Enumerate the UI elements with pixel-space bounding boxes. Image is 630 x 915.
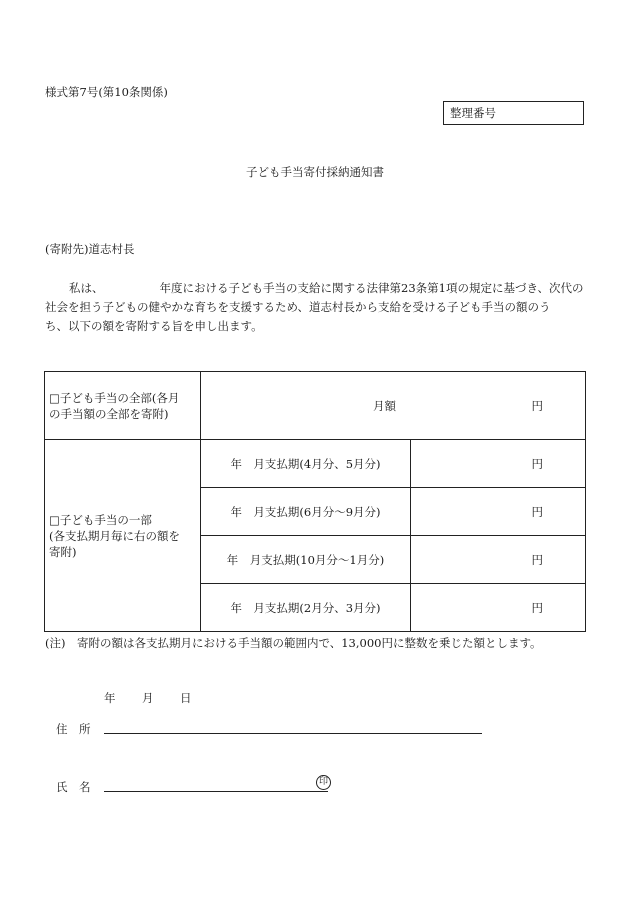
monthly-amount-label: 月額: [373, 399, 396, 413]
form-number: 様式第7号(第10条関係): [45, 85, 168, 99]
address-input-line[interactable]: [104, 733, 482, 734]
yen-unit: 円: [531, 600, 543, 615]
table-row-all: [45, 372, 586, 440]
address-label: 住 所: [56, 722, 91, 736]
yen-unit: 円: [531, 552, 543, 567]
reference-number-label: 整理番号: [450, 106, 496, 120]
part-option-line1: □子ども手当の一部: [49, 512, 152, 527]
part-option-line3: 寄附): [49, 544, 77, 559]
reference-number-box[interactable]: [443, 101, 584, 125]
all-option-line2: の手当額の全部を寄附): [49, 406, 169, 421]
all-option-label[interactable]: [45, 372, 201, 440]
body-line2: 社会を担う子どもの健やかな育ちを支援するため、道志村長から支給を受ける子ども手当の額のう: [45, 300, 551, 314]
payment-period-label: 年 月支払期(4月分、5月分): [201, 440, 411, 488]
all-option-line1: □子ども手当の全部(各月: [49, 390, 180, 405]
donation-table: [44, 371, 586, 632]
body-line3: ち、以下の額を寄附する旨を申し出ます。: [45, 319, 263, 333]
monthly-amount-cell[interactable]: [201, 372, 586, 440]
payment-period-label: 年 月支払期(2月分、3月分): [201, 584, 411, 632]
addressee: (寄附先)道志村長: [45, 242, 135, 256]
yen-unit: 円: [531, 504, 543, 519]
payment-period-label: 年 月支払期(6月分～9月分): [201, 488, 411, 536]
part-option-line2: (各支払期月毎に右の額を: [49, 528, 180, 543]
document-title: 子ども手当寄付採納通知書: [246, 165, 384, 179]
body-paragraph: [45, 279, 585, 336]
date-day: 日: [180, 691, 192, 705]
name-label: 氏 名: [56, 780, 91, 794]
note: (注) 寄附の額は各支払期月における手当額の範囲内で、13,000円に整数を乗じた額とします。: [45, 636, 542, 650]
payment-amount-cell[interactable]: [411, 488, 586, 536]
part-option-label[interactable]: [45, 440, 201, 632]
payment-period-label: 年 月支払期(10月分～1月分): [201, 536, 411, 584]
date-line[interactable]: [104, 690, 192, 706]
seal-mark: 印: [316, 775, 331, 790]
body-line1-after: 年度における子ども手当の支給に関する法律第23条第1項の規定に基づき、次代の: [159, 281, 584, 295]
yen-unit: 円: [531, 456, 543, 471]
date-month: 月: [142, 691, 154, 705]
name-input-line[interactable]: [104, 791, 328, 792]
payment-amount-cell[interactable]: [411, 440, 586, 488]
payment-amount-cell[interactable]: [411, 584, 586, 632]
body-line1-before: 私は、: [69, 281, 104, 295]
payment-amount-cell[interactable]: [411, 536, 586, 584]
date-year: 年: [104, 691, 116, 705]
table-row: [45, 440, 586, 488]
monthly-yen-unit: 円: [531, 399, 543, 413]
